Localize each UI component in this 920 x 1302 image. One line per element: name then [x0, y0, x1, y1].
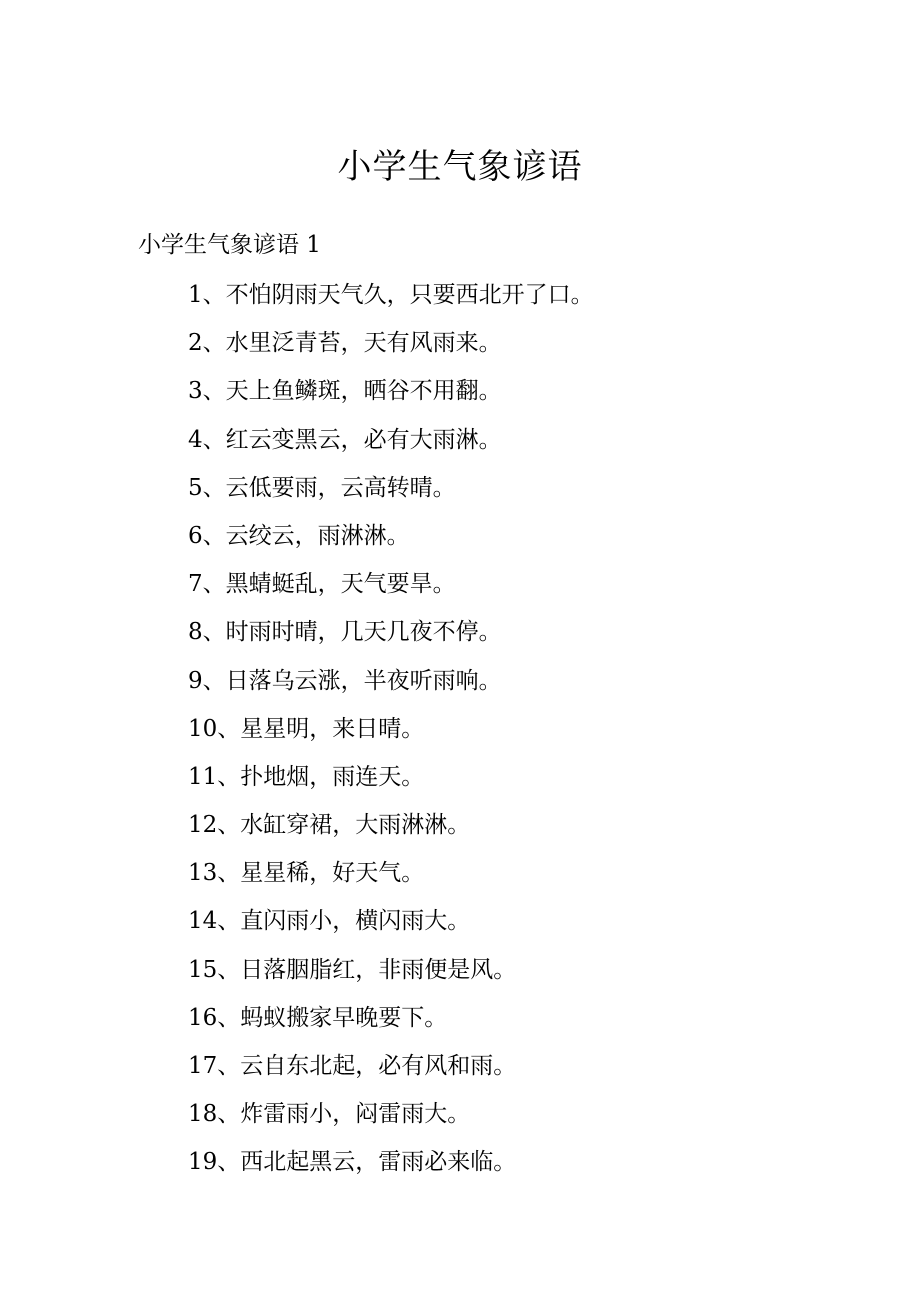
list-item: 12、水缸穿裙，大雨淋淋。	[188, 812, 471, 839]
list-item: 4、红云变黑云，必有大雨淋。	[188, 426, 502, 453]
list-item: 18、炸雷雨小，闷雷雨大。	[188, 1101, 471, 1128]
list-item: 5、云低要雨，云高转晴。	[188, 474, 456, 501]
list-item: 10、星星明，来日晴。	[188, 715, 425, 742]
list-item: 13、星星稀，好天气。	[188, 860, 425, 887]
document-title: 小学生气象谚语	[337, 147, 583, 187]
list-item: 19、西北起黑云，雷雨必来临。	[188, 1149, 517, 1176]
list-item: 9、日落乌云涨，半夜听雨响。	[188, 667, 502, 694]
list-item: 15、日落胭脂红，非雨便是风。	[188, 956, 517, 983]
list-item: 3、天上鱼鳞斑，晒谷不用翻。	[188, 378, 502, 405]
section-heading: 小学生气象谚语 1	[138, 232, 321, 258]
list-item: 7、黑蜻蜓乱，天气要旱。	[188, 571, 456, 598]
list-item: 16、蚂蚁搬家早晚要下。	[188, 1004, 448, 1031]
list-item: 11、扑地烟，雨连天。	[188, 763, 425, 790]
list-item: 6、云绞云，雨淋淋。	[188, 522, 410, 549]
list-item: 1、不怕阴雨天气久，只要西北开了口。	[188, 282, 594, 308]
list-item: 8、时雨时晴，几天几夜不停。	[188, 619, 502, 646]
list-item: 14、直闪雨小，横闪雨大。	[188, 908, 471, 935]
proverb-list	[188, 278, 594, 1194]
list-item: 2、水里泛青苔，天有风雨来。	[188, 330, 502, 357]
list-item: 17、云自东北起，必有风和雨。	[188, 1053, 517, 1079]
